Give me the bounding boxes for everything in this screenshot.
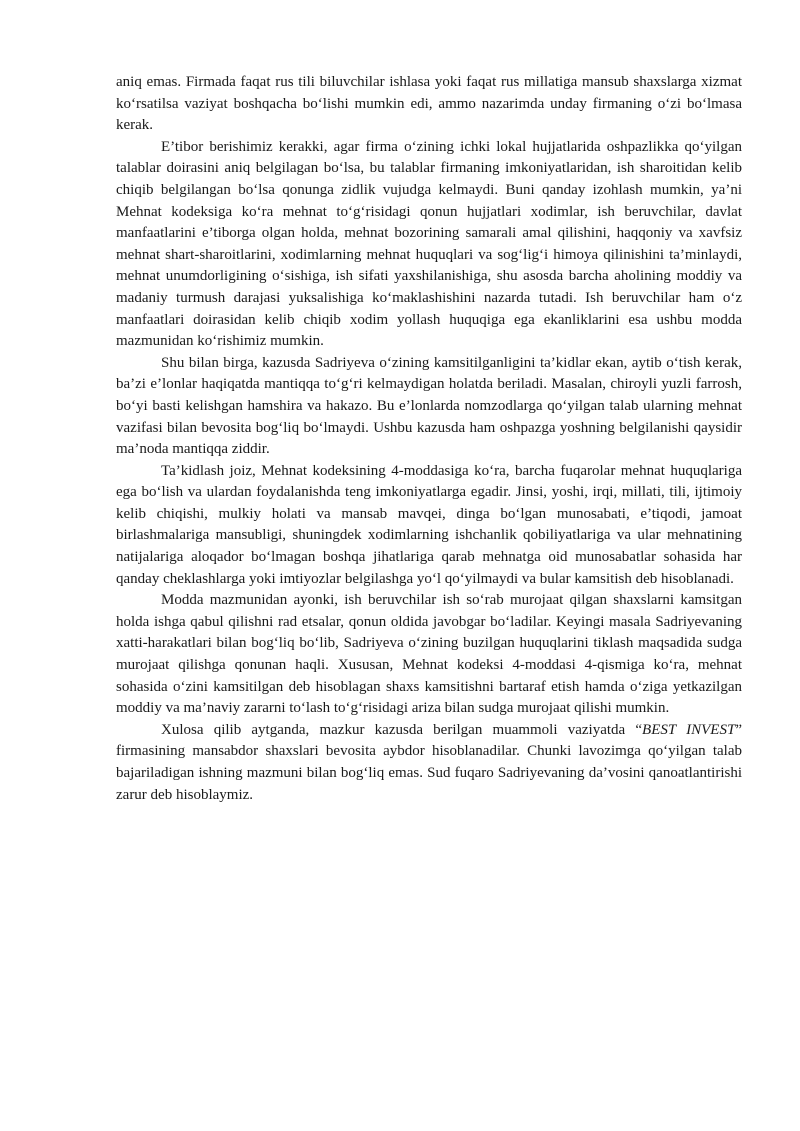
paragraph-employer-liability: Modda mazmunidan ayonki, ish beruvchilar ish so‘rab murojaat qilgan shaxslarni kamsitgan holda ishga qabul qilishni rad etsalar, qonun oldida javobgar bo‘ladilar. Keyingi masala Sadriyevaning xatti-harakatlari bilan bog‘liq bo‘lib, Sadriyeva o‘zining buzilgan huquqlarini tiklash maqsadida sudga murojaat qilishga qonunan haqli. Xususan, Mehnat kodeksi 4-moddasi 4-qismiga ko‘ra, mehnat sohasida o‘zini kamsitilgan deb hisoblagan shaxs kamsitishni bartaraf etish hamda o‘ziga yetkazilgan moddiy va ma’naviy zararni to‘lash to‘g‘risidagi ariza bilan sudga murojaat qilishi mumkin.: [116, 592, 742, 717]
paragraph-conclusion: [116, 720, 742, 806]
paragraph-continuation: aniq emas. Firmada faqat rus tili biluvchilar ishlasa yoki faqat rus millatiga mansub shaxslarga xizmat ko‘rsatilsa vaziyat boshqacha bo‘lishi mumkin edi, ammo nazarimda unday firmaning o‘zi bo‘lmasa kerak.: [116, 74, 742, 134]
paragraph-discrimination-claim: Shu bilan birga, kazusda Sadriyeva o‘zining kamsitilganligini ta’kidlar ekan, aytib o‘tish kerak, ba’zi e’lonlar haqiqatda mantiqqa to‘g‘ri kelmaydigan holatda beriladi. Masalan, chiroyli yuzli farrosh, bo‘yi basti kelishgan hamshira va hakazo. Bu e’lonlarda nomzodlarga qo‘yilgan talab ularning mehnat vazifasi bilan bevosita bog‘liq bo‘lmaydi. Ushbu kazusda ham oshpazga yoshning belgilanishi qaysidir ma’noda mantiqqa ziddir.: [116, 354, 742, 458]
paragraph-firm-requirements: E’tibor berishimiz kerakki, agar firma o‘zining ichki lokal hujjatlarida oshpazlikka qo‘yilgan talablar doirasini aniq belgilagan bo‘lsa, bu talablar firmaning imkoniyatlaridan, ish sharoitidan kelib chiqib belgilangan bo‘lsa qonunga zidlik vujudga kelmaydi. Buni qanday izohlash mumkin, ya’ni Mehnat kodeksiga ko‘ra mehnat to‘g‘risidagi qonun hujjatlari xodimlar, ish beruvchilar, davlat manfaatlarini e’tiborga olgan holda, mehnat bozorining samarali amal qilishini, haqqoniy va xavfsiz mehnat shart-sharoitlarini, xodimlarning mehnat huquqlari va sog‘lig‘i himoya qilinishini ta’minlaydi, mehnat unumdorligining o‘sishiga, ish sifati yaxshilanishiga, shu asosda barcha aholining moddiy va madaniy turmush darajasi yuksalishiga ko‘maklashishini nazarda tutadi. Ish beruvchilar ham o‘z manfaatlari doirasidan kelib chiqib xodim yollash huquqiga ega ekanliklarini esa ushbu modda mazmunidan ko‘rishimiz mumkin.: [116, 138, 742, 350]
conclusion-text-after: ” firmasining mansabdor shaxslari bevosita aybdor hisoblanadilar. Chunki lavozimga qo‘yilgan talab bajariladigan ishning mazmuni bilan bog‘liq emas. Sud fuqaro Sadriyevaning da’vosini qanoatlantirishi zarur deb hisoblaymiz.: [116, 721, 742, 803]
conclusion-text-before: Xulosa qilib aytganda, mazkur kazusda berilgan muammoli vaziyatda “: [161, 721, 643, 738]
document-page: [116, 72, 742, 806]
company-name: BEST INVEST: [642, 721, 736, 738]
paragraph-article-4: Ta’kidlash joiz, Mehnat kodeksining 4-moddasiga ko‘ra, barcha fuqarolar mehnat huquqlariga ega bo‘lish va ulardan foydalanishda teng imkoniyatlarga egadir. Jinsi, yoshi, irqi, millati, tili, ijtimoiy kelib chiqishi, mulkiy holati va mansab mavqei, dinga bo‘lgan munosabati, e’tiqodi, jamoat birlashmalariga mansubligi, shuningdek xodimlarning ishchanlik qobiliyatlariga va ular mehnatining natijalariga aloqador bo‘lmagan boshqa jihatlariga qarab mehnatga oid munosabatlar sohasida har qanday cheklashlarga yoki imtiyozlar belgilashga yo‘l qo‘yilmaydi va bular kamsitish deb hisoblanadi.: [116, 462, 742, 587]
